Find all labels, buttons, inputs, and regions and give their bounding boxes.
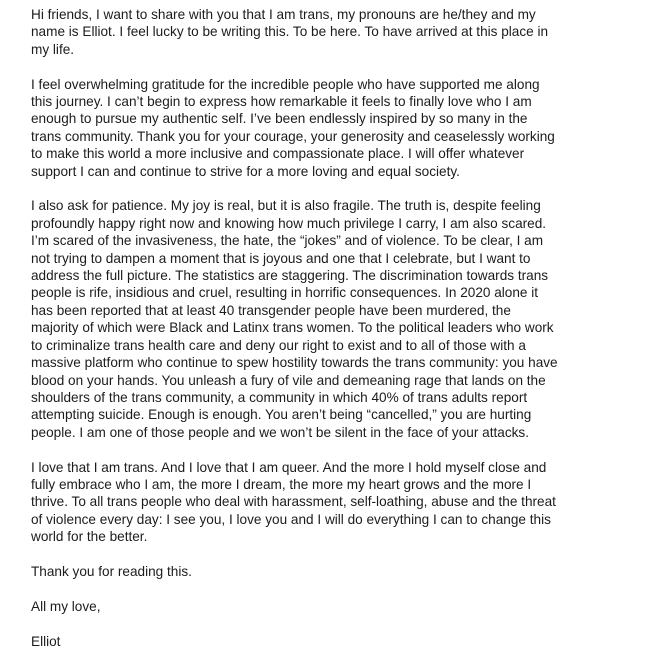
paragraph-gratitude — [31, 76, 631, 180]
text-line: Hi friends, I want to share with you that I am trans, my pronouns are he/they and my — [31, 7, 536, 22]
text-line: my life. — [31, 41, 75, 57]
text-line: address the full picture. The statistics are staggering. The discrimination towards trans — [31, 268, 549, 284]
paragraph-thanks — [31, 563, 631, 580]
paragraph-closing — [31, 598, 631, 615]
text-line: support I can and continue to strive for a more loving and equal society. — [31, 163, 460, 179]
text-line: fully embrace who I am, the more I dream, the more my heart grows and the more I — [31, 476, 532, 492]
text-line: this journey. I can’t begin to express how remarkable it feels to finally love who I am — [31, 94, 532, 110]
text-line: people. I am one of those people and we won’t be silent in the face of your attacks. — [31, 424, 529, 440]
text-line: world for the better. — [31, 529, 148, 545]
paragraph-signature — [31, 633, 631, 650]
text-line: profoundly happy right now and knowing how much privilege I carry, I am also scared. — [31, 215, 547, 231]
text-line: I feel overwhelming gratitude for the incredible people who have supported me along — [31, 76, 540, 92]
text-line: trans community. Thank you for your courage, your generosity and ceaselessly working — [31, 128, 555, 144]
text-line: to make this world a more inclusive and compassionate place. I will offer whatever — [31, 146, 525, 162]
text-line: thrive. To all trans people who deal with harassment, self-loathing, abuse and the threat — [31, 494, 556, 510]
paragraph-patience — [31, 197, 631, 441]
text-line: majority of which were Black and Latinx trans women. To the political leaders who work — [31, 320, 554, 336]
text-line: shoulders of the trans community, a community in which 40% of trans adults report — [31, 389, 528, 405]
text-line: people is rife, insidious and cruel, resulting in horrific consequences. In 2020 alone it — [31, 285, 539, 301]
text-line: massive platform who continue to spew hostility towards the trans community: you have — [31, 355, 558, 371]
paragraph-introduction — [31, 6, 631, 58]
paragraph-love — [31, 459, 631, 546]
text-line: Thank you for reading this. — [31, 563, 192, 579]
text-line: enough to pursue my authentic self. I’ve been endlessly inspired by so many in the — [31, 111, 528, 127]
text-line: name is Elliot. I feel lucky to be writing this. To be here. To have arrived at this place in — [31, 24, 549, 40]
text-line: to criminalize trans health care and deny our right to exist and to all of those with a — [31, 337, 526, 353]
text-line: I also ask for patience. My joy is real, but it is also fragile. The truth is, despite feeling — [31, 198, 541, 214]
text-line: All my love, — [31, 598, 101, 614]
text-line: blood on your hands. You unleash a fury of vile and demeaning rage that lands on the — [31, 372, 546, 388]
text-line: of violence every day: I see you, I love you and I will do everything I can to change this — [31, 511, 551, 527]
signature: Elliot — [31, 633, 61, 649]
text-line: not trying to dampen a moment that is joyous and one that I celebrate, but I want to — [31, 250, 531, 266]
text-line: I’m scared of the invasiveness, the hate, the “jokes” and of violence. To be clear, I am — [31, 233, 544, 249]
text-line: I love that I am trans. And I love that I am queer. And the more I hold myself close and — [31, 459, 547, 475]
letter-body — [31, 6, 631, 667]
text-line: has been reported that at least 40 transgender people have been murdered, the — [31, 302, 511, 318]
text-line: attempting suicide. Enough is enough. You aren’t being “cancelled,” you are hurting — [31, 407, 532, 423]
